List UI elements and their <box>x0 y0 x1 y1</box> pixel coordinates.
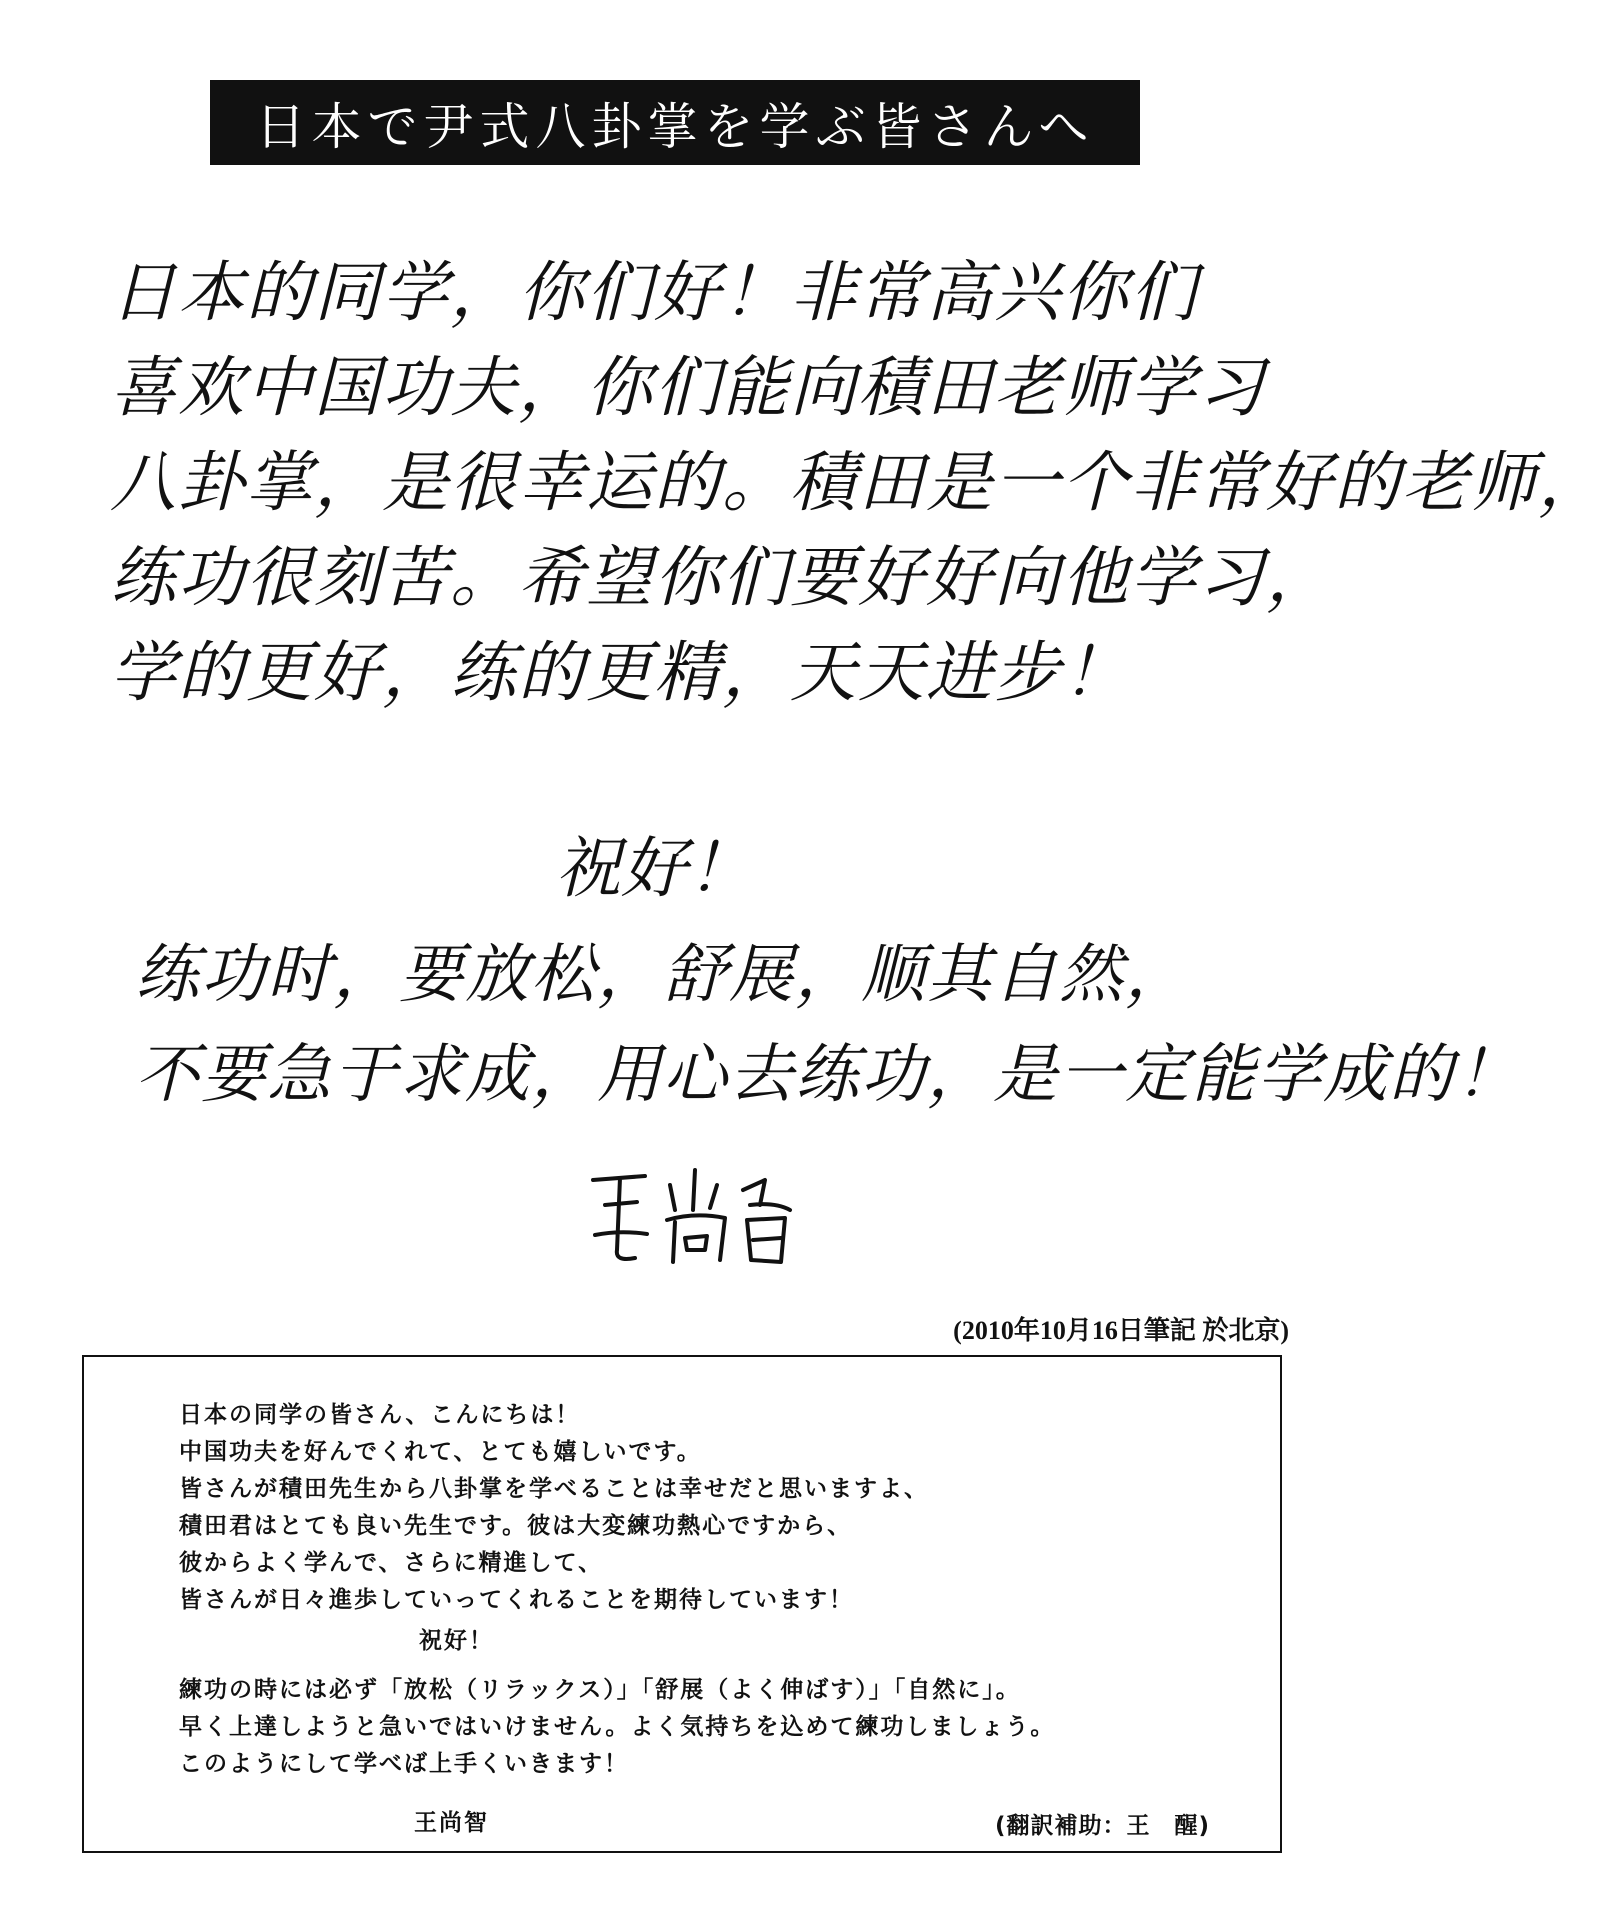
translation-signature: 王尚智 <box>414 1810 489 1836</box>
translation-line: 彼からよく学んで、さらに精進して、 <box>179 1550 604 1576</box>
handwritten-advice <box>135 925 1521 1125</box>
letter-line: 日本的同学，你们好！非常高兴你们 <box>110 254 1198 331</box>
translation-line: 皆さんが積田先生から八卦掌を学べることは幸せだと思いますよ、 <box>179 1476 929 1502</box>
translation-line: 中国功夫を好んでくれて、とても嬉しいです。 <box>179 1439 702 1465</box>
translation-box <box>82 1355 1282 1853</box>
page-title: 日本で尹式八卦掌を学ぶ皆さんへ <box>210 80 1140 165</box>
letter-line: 练功很刻苦。希望你们要好好向他学习， <box>110 539 1334 616</box>
handwritten-letter <box>110 245 1606 720</box>
letter-closing: 祝好！ <box>555 830 753 907</box>
translation-line: 日本の同学の皆さん、こんにちは！ <box>179 1402 581 1428</box>
translation-line: 積田君はとても良い先生です。彼は大変練功熱心ですから、 <box>179 1513 853 1539</box>
handwritten-signature <box>575 1150 805 1280</box>
letter-line: 学的更好，练的更精，天天进步！ <box>110 634 1130 711</box>
advice-line: 不要急于求成，用心去练功，是一定能学成的！ <box>135 1038 1521 1112</box>
signature-scribble <box>575 1150 805 1280</box>
translation-body <box>179 1397 929 1619</box>
translation-advice-line: このようにして学べば上手くいきます！ <box>179 1751 629 1777</box>
translation-line: 皆さんが日々進歩していってくれることを期待しています！ <box>179 1587 854 1613</box>
date-note: (2010年10月16日筆記 於北京) <box>953 1316 1289 1345</box>
translation-credit: (翻訳補助：王 醒) <box>994 1813 1210 1839</box>
translation-advice-line: 練功の時には必ず「放松（リラックス）」「舒展（よく伸ばす）」「自然に」。 <box>179 1677 1021 1703</box>
translation-advice-line: 早く上達しようと急いではいけません。よく気持ちを込めて練功しましょう。 <box>179 1714 1056 1740</box>
letter-line: 八卦掌，是很幸运的。積田是一个非常好的老师， <box>110 444 1606 521</box>
translation-advice <box>179 1672 1055 1783</box>
letter-line: 喜欢中国功夫，你们能向積田老师学习 <box>110 349 1266 426</box>
advice-line: 练功时，要放松，舒展，顺其自然， <box>135 938 1191 1012</box>
translation-closing: 祝好！ <box>419 1628 494 1654</box>
